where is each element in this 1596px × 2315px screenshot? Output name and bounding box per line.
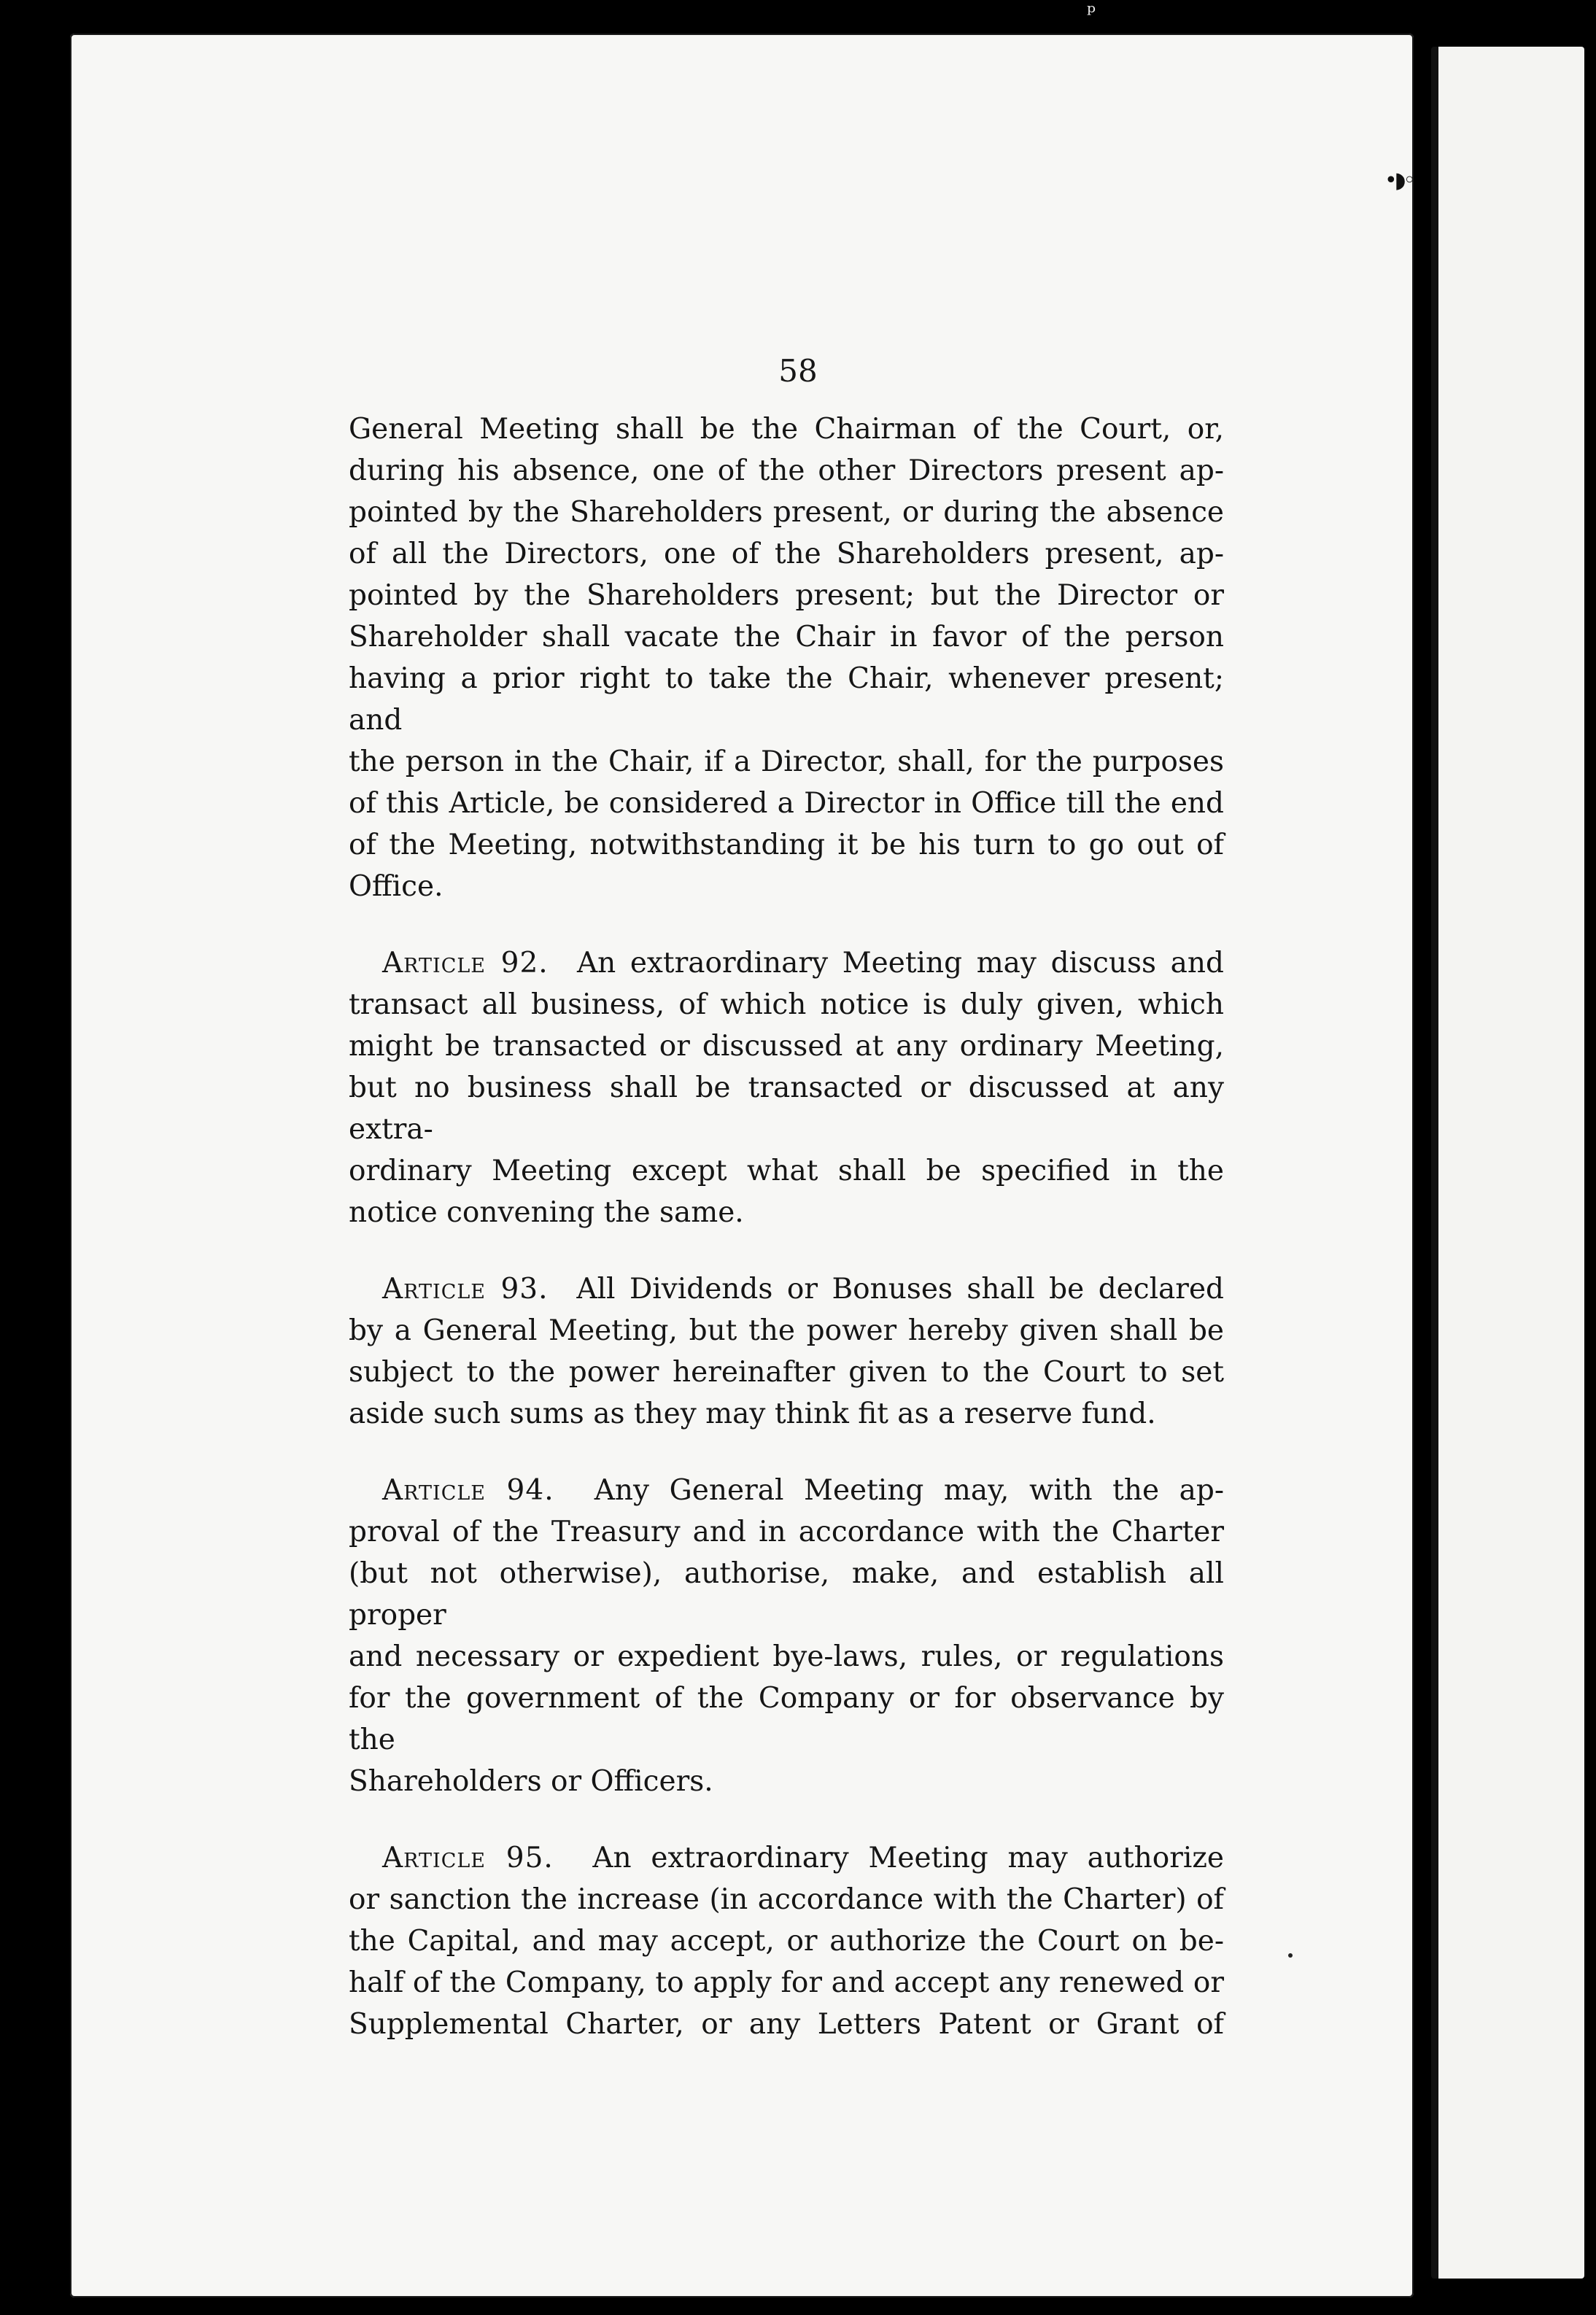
text-line: General Meeting shall be the Chairman of the Court, or, bbox=[349, 413, 1224, 446]
text-line bbox=[349, 942, 1224, 984]
text-line: proval of the Treasury and in accordance with the Charter bbox=[349, 1516, 1224, 1548]
text-line: (but not otherwise), authorise, make, and establish all proper bbox=[349, 1557, 1224, 1632]
binding-edge-mark: •◗◦ bbox=[1384, 168, 1414, 193]
text-line: of this Article, be considered a Director in Office till the end bbox=[349, 787, 1224, 820]
body-text bbox=[349, 408, 1224, 2045]
text-line: Supplemental Charter, or any Letters Patent or Grant of bbox=[349, 2008, 1224, 2041]
article-94 bbox=[349, 1470, 1224, 1802]
text-line bbox=[349, 1470, 1224, 1511]
article-first-line: An extraordinary Meeting may authorize bbox=[592, 1842, 1224, 1874]
article-92 bbox=[349, 942, 1224, 1233]
text-line: of the Meeting, notwithstanding it be his turn to go out of bbox=[349, 829, 1224, 861]
ink-speck bbox=[1288, 1953, 1293, 1958]
text-line: but no business shall be transacted or discussed at any extra- bbox=[349, 1071, 1224, 1146]
article-label: Article 95. bbox=[382, 1842, 554, 1874]
text-line: the Capital, and may accept, or authorize the Court on be- bbox=[349, 1925, 1224, 1958]
text-line: and necessary or expedient bye-laws, rules, or regulations bbox=[349, 1640, 1224, 1673]
text-line: transact all business, of which notice is duly given, which bbox=[349, 988, 1224, 1021]
text-line: for the government of the Company or for observance by the bbox=[349, 1682, 1224, 1756]
article-first-line: An extraordinary Meeting may discuss and bbox=[576, 947, 1224, 980]
article-label: Article 94. bbox=[382, 1474, 554, 1507]
article-first-line: Any General Meeting may, with the ap- bbox=[594, 1474, 1225, 1507]
article-label: Article 92. bbox=[382, 947, 549, 980]
text-line: Shareholder shall vacate the Chair in favor of the person bbox=[349, 621, 1224, 654]
text-line: subject to the power hereinafter given to the Court to set bbox=[349, 1356, 1224, 1389]
article-label: Article 93. bbox=[382, 1273, 549, 1306]
article-93 bbox=[349, 1268, 1224, 1435]
text-line: aside such sums as they may think fit as a reserve fund. bbox=[349, 1397, 1156, 1430]
text-line: having a prior right to take the Chair, whenever present; and bbox=[349, 662, 1224, 737]
text-line: pointed by the Shareholders present, or during the absence bbox=[349, 496, 1224, 529]
text-line: Shareholders or Officers. bbox=[349, 1765, 713, 1798]
text-line: ordinary Meeting except what shall be specified in the bbox=[349, 1155, 1224, 1187]
article-95 bbox=[349, 1837, 1224, 2045]
text-line: during his absence, one of the other Directors present ap- bbox=[349, 454, 1224, 487]
text-line: pointed by the Shareholders present; but the Director or bbox=[349, 579, 1224, 612]
continuation-paragraph bbox=[349, 408, 1224, 907]
text-line: or sanction the increase (in accordance with the Charter) of bbox=[349, 1883, 1224, 1916]
text-line: notice convening the same. bbox=[349, 1196, 744, 1229]
page-number: 58 bbox=[778, 353, 818, 389]
text-line: Office. bbox=[349, 870, 443, 903]
text-line bbox=[349, 1268, 1224, 1310]
article-first-line: All Dividends or Bonuses shall be declared bbox=[576, 1273, 1224, 1306]
text-line: by a General Meeting, but the power hereby given shall be bbox=[349, 1314, 1224, 1347]
text-line: half of the Company, to apply for and accept any renewed or bbox=[349, 1966, 1224, 1999]
text-line bbox=[349, 1837, 1224, 1879]
text-line: of all the Directors, one of the Shareholders present, ap- bbox=[349, 538, 1224, 570]
text-line: the person in the Chair, if a Director, shall, for the purposes bbox=[349, 745, 1224, 778]
top-margin-mark: ᵖ bbox=[1087, 0, 1096, 26]
text-line: might be transacted or discussed at any ordinary Meeting, bbox=[349, 1030, 1224, 1063]
